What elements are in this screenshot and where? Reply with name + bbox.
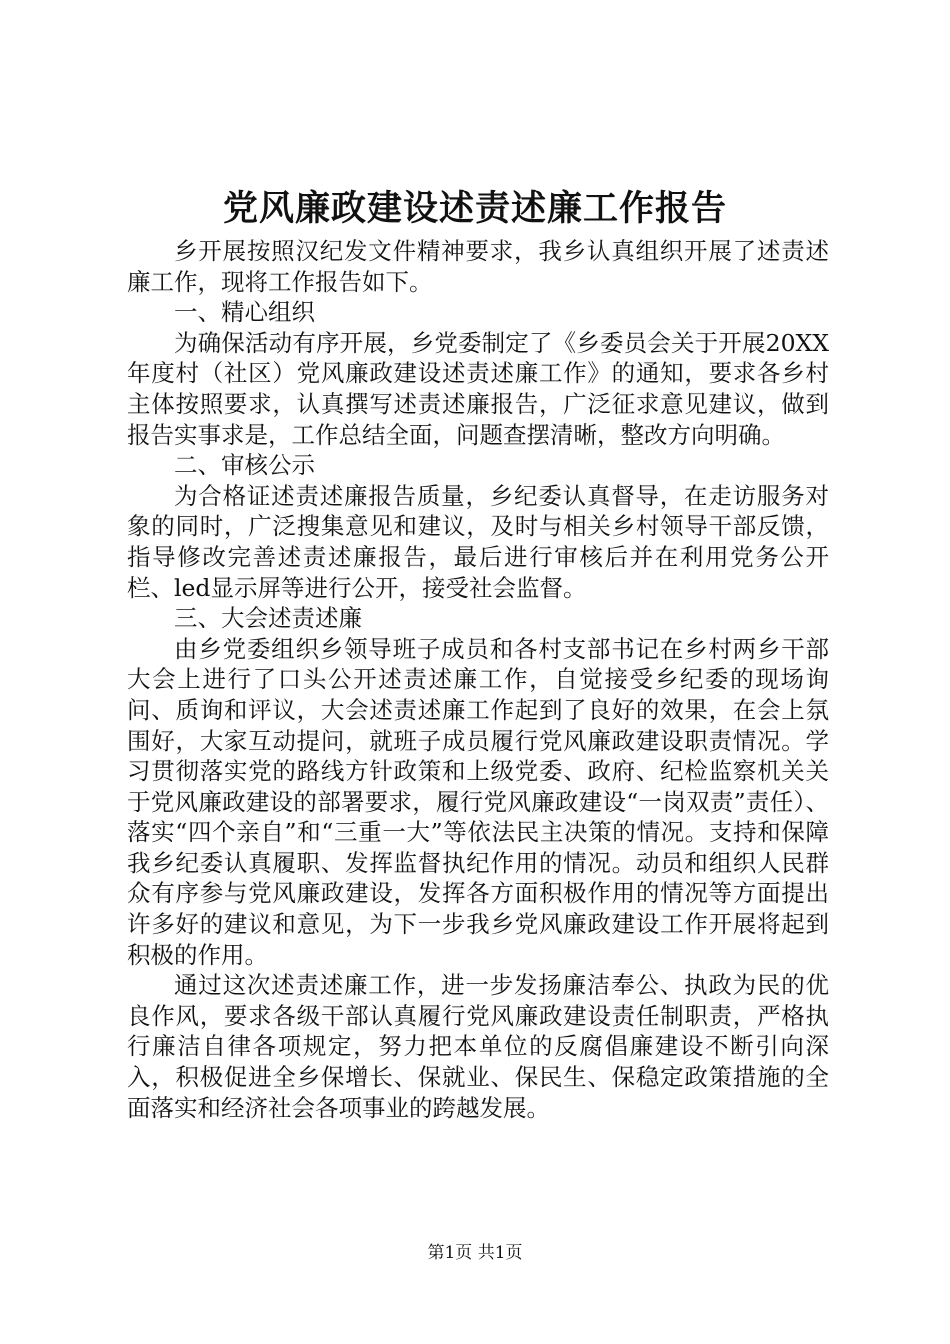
section-heading-2: 二、审核公示	[174, 451, 315, 480]
document-title: 党风廉政建设述责述廉工作报告	[222, 188, 727, 229]
section-2-paragraph: 为合格证述责述廉报告质量，乡纪委认真督导，在走访服务对象的同时，广泛搜集意见和建议，及时与相关乡村领导干部反馈，指导修改完善述责述廉报告，最后进行审核后并在利用党务公开栏、led显示屏等进行公开，接受社会监督。	[127, 481, 829, 602]
section-heading-3: 三、大会述责述廉	[174, 604, 362, 633]
section-3-paragraph: 由乡党委组织乡领导班子成员和各村支部书记在乡村两乡干部大会上进行了口头公开述责述廉工作，自觉接受乡纪委的现场询问、质询和评议，大会述责述廉工作起到了良好的效果，在会上氛围好，大家互动提问，就班子成员履行党风廉政建设职责情况。学习贯彻落实党的路线方针政策和上级党委、政府、纪检监察机关关于党风廉政建设的部署要求，履行党风廉政建设“一岗双责”责任）、落实“四个亲自”和“三重一大”等依法民主决策的情况。支持和保障我乡纪委认真履职、发挥监督执纪作用的情况。动员和组织人民群众有序参与党风廉政建设，发挥各方面积极作用的情况等方面提出许多好的建议和意见，为下一步我乡党风廉政建设工作开展将起到积极的作用。	[127, 634, 829, 969]
intro-paragraph: 乡开展按照汉纪发文件精神要求，我乡认真组织开展了述责述廉工作，现将工作报告如下。	[127, 237, 829, 296]
section-1-paragraph: 为确保活动有序开展，乡党委制定了《乡委员会关于开展20XX年度村（社区）党风廉政建设述责述廉工作》的通知，要求各乡村主体按照要求，认真撰写述责述廉报告，广泛征求意见建议，做到报告实事求是，工作总结全面，问题查摆清晰，整改方向明确。	[127, 328, 829, 449]
document-body	[127, 236, 829, 1123]
conclusion-paragraph: 通过这次述责述廉工作，进一步发扬廉洁奉公、执政为民的优良作风，要求各级干部认真履行党风廉政建设责任制职责，严格执行廉洁自律各项规定，努力把本单位的反腐倡廉建设不断引向深入，积极促进全乡保增长、保就业、保民生、保稳定政策措施的全面落实和经济社会各项事业的跨越发展。	[127, 971, 829, 1122]
page-footer: 第1页 共1页	[427, 1243, 523, 1263]
section-heading-1: 一、精心组织	[174, 298, 315, 327]
